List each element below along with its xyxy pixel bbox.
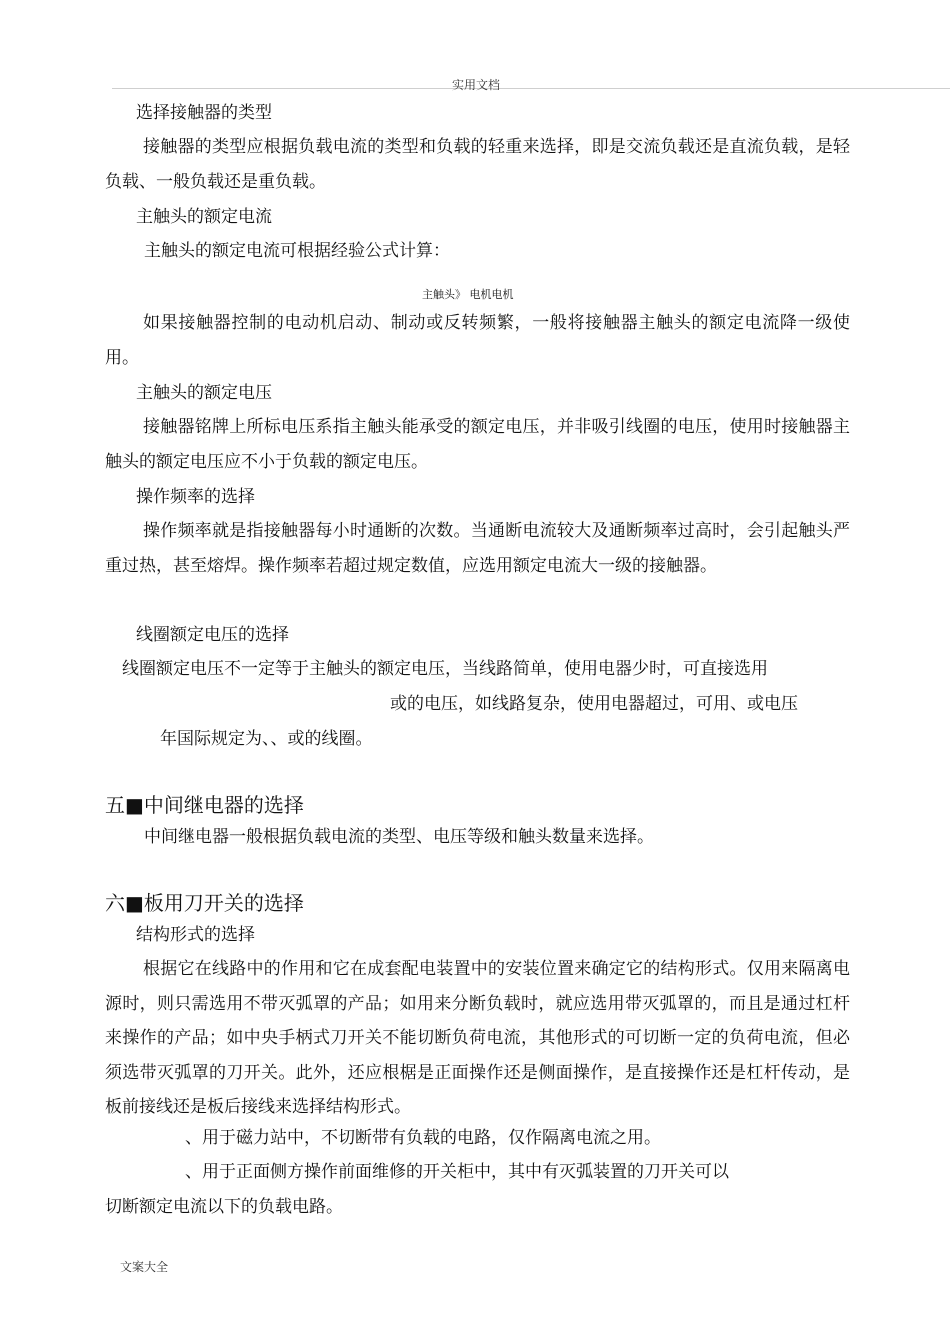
list-item-2-line-2: 切断额定电流以下的负载电路。 xyxy=(105,1197,343,1217)
paragraph-operating-frequency: 操作频率就是指接触器每小时通断的次数。当通断电流较大及通断频率过高时，会引起触头严重过热，甚至熔焊。操作频率若超过规定数值，应选用额定电流大一级的接触器。 xyxy=(105,521,850,576)
paragraph-rated-voltage: 接触器铭牌上所标电压系指主触头能承受的额定电压，并非吸引线圈的电压，使用时接触器主触头的额定电压应不小于负载的额定电压。 xyxy=(105,417,850,472)
section-title-rated-current: 主触头的额定电流 xyxy=(136,207,272,227)
paragraph-rated-current: 如果接触器控制的电动机启动、制动或反转频繁，一般将接触器主触头的额定电流降一级使用。 xyxy=(105,313,850,368)
coil-voltage-line-3: 年国际规定为、、或的线圈。 xyxy=(160,729,373,749)
page-footer: 文案大全 xyxy=(120,1260,169,1274)
paragraph-contactor-type: 接触器的类型应根据负载电流的类型和负载的轻重来选择，即是交流负载还是直流负载，是轻负载、一般负载还是重负载。 xyxy=(105,137,850,192)
paragraph-intermediate-relay: 中间继电器一般根据负载电流的类型、电压等级和触头数量来选择。 xyxy=(144,827,654,847)
coil-voltage-line-2: 或的电压，如线路复杂，使用电器超过，可用、或电压 xyxy=(390,694,798,714)
section-title-coil-voltage: 线圈额定电压的选择 xyxy=(136,625,289,645)
rated-current-intro: 主触头的额定电流可根据经验公式计算： xyxy=(144,241,450,261)
heading-intermediate-relay: 五■中间继电器的选择 xyxy=(105,793,304,817)
coil-voltage-line-1: 线圈额定电压不一定等于主触头的额定电压，当线路简单，使用电器少时，可直接选用 xyxy=(122,659,768,679)
section-title-rated-voltage: 主触头的额定电压 xyxy=(136,383,272,403)
formula-line: 主触头》 电机电机 xyxy=(422,288,514,301)
section-title-operating-frequency: 操作频率的选择 xyxy=(136,487,255,507)
page-header: 实用文档 xyxy=(452,78,501,92)
section-title-structure-form: 结构形式的选择 xyxy=(136,925,255,945)
list-item-1: 、用于磁力站中，不切断带有负载的电路，仅作隔离电流之用。 xyxy=(185,1128,661,1148)
list-item-2-line-1: 、用于正面侧方操作前面维修的开关柜中，其中有灭弧装置的刀开关可以 xyxy=(185,1162,729,1182)
paragraph-structure-form: 根据它在线路中的作用和它在成套配电装置中的安装位置来确定它的结构形式。仅用来隔离电源时，则只需选用不带灭弧罩的产品；如用来分断负载时，就应选用带灭弧罩的，而且是通过杠杆来操作的产品；如中央手柄式刀开关不能切断负荷电流，其他形式的可切断一定的负荷电流，但必须选带灭弧罩的刀开关。此外，还应根椐是正面操作还是侧面操作，是直接操作还是杠杆传动，是板前接线还是板后接线来选择结构形式。 xyxy=(105,959,850,1117)
header-rule xyxy=(112,88,950,89)
section-title-contactor-type: 选择接触器的类型 xyxy=(136,103,272,123)
heading-knife-switch: 六■板用刀开关的选择 xyxy=(105,891,304,915)
